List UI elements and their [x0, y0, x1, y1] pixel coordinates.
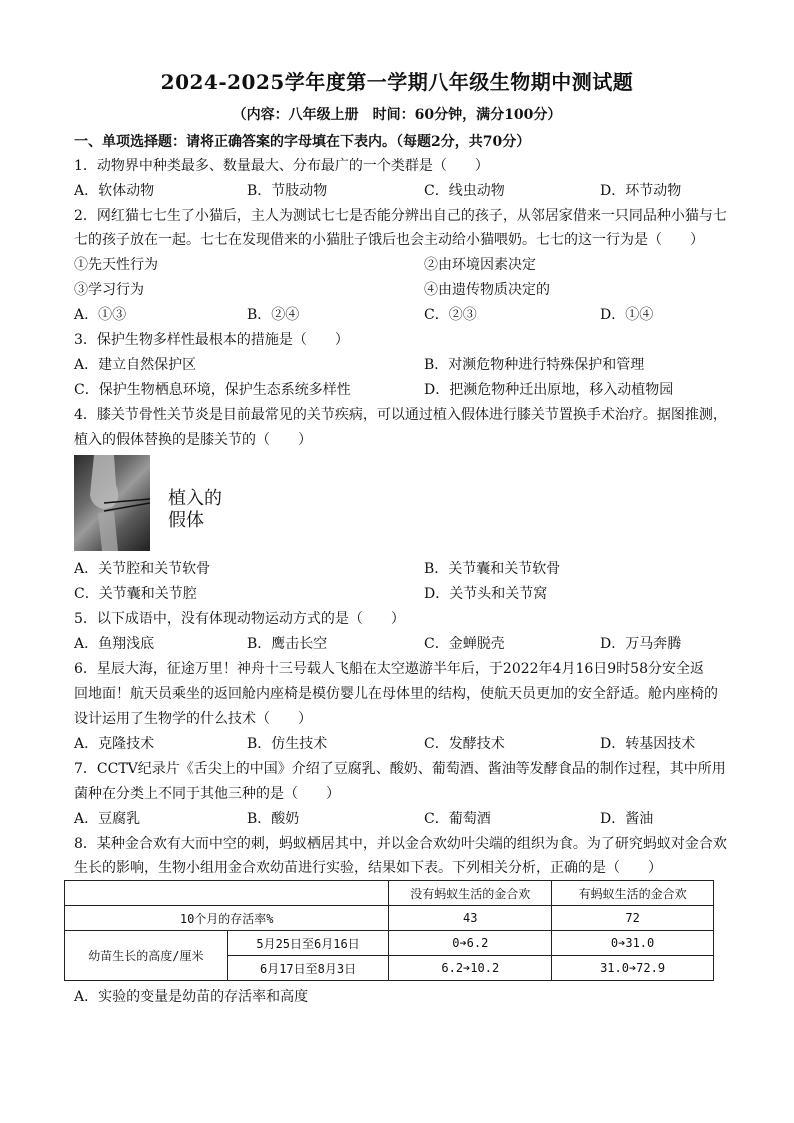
q1-option-b[interactable]: B．节肢动物	[247, 183, 328, 199]
q5-option-b[interactable]: B．鹰击长空	[247, 636, 328, 652]
q1-option-c[interactable]: C．线虫动物	[424, 183, 505, 199]
q5-option-c[interactable]: C．金蝉脱壳	[424, 636, 505, 652]
question-1-stem: 1．动物界中种类最多、数量最大、分布最广的一个类群是（ ）	[74, 158, 489, 174]
question-5-stem: 5．以下成语中，没有体现动物运动方式的是（ ）	[74, 611, 405, 627]
q2-option-c[interactable]: C．②③	[424, 307, 477, 323]
table-cell: 31.0➔72.9	[552, 956, 714, 981]
table-row-label: 10个月的存活率%	[65, 906, 389, 931]
q2-statement-3: ③学习行为	[74, 282, 144, 298]
question-6-stem-line: 设计运用了生物学的什么技术（ ）	[74, 711, 312, 727]
question-7-stem-line: 菌种在分类上不同于其他三种的是（ ）	[74, 786, 340, 802]
q7-option-c[interactable]: C．葡萄酒	[424, 811, 491, 827]
knee-xray-image	[74, 455, 150, 551]
table-row	[65, 906, 714, 931]
q2-statement-2: ②由环境因素决定	[424, 257, 536, 273]
experiment-table	[64, 880, 714, 981]
question-6-stem-line: 6．星辰大海，征途万里！神舟十三号载人飞船在太空遨游半年后，于2022年4月16日9时58分安全返	[74, 661, 704, 677]
page-subtitle: （内容：八年级上册 时间：60分钟，满分100分）	[232, 107, 562, 123]
q2-option-d[interactable]: D．①④	[600, 307, 654, 323]
section-heading: 一、单项选择题：请将正确答案的字母填在下表内。（每题2分，共70分）	[74, 134, 531, 150]
page-title: 2024-2025学年度第一学期八年级生物期中测试题	[160, 70, 634, 94]
q3-option-a[interactable]: A．建立自然保护区	[74, 357, 197, 373]
q2-statement-4: ④由遗传物质决定的	[424, 282, 550, 298]
q1-option-a[interactable]: A．软体动物	[74, 183, 155, 199]
table-row	[65, 931, 714, 956]
table-cell: 0➔6.2	[389, 931, 552, 956]
q7-option-a[interactable]: A．豆腐乳	[74, 811, 141, 827]
q7-option-d[interactable]: D．酱油	[600, 811, 654, 827]
table-col-header: 没有蚂蚁生活的金合欢	[389, 881, 552, 906]
knee-joint-drawing	[74, 455, 150, 551]
q3-option-c[interactable]: C．保护生物栖息环境，保护生态系统多样性	[74, 382, 351, 398]
question-6-stem-line: 回地面！航天员乘坐的返回舱内座椅是模仿婴儿在母体里的结构，使航天员更加的安全舒适。舱内座椅的	[74, 686, 718, 702]
question-2-stem-line: 2．网红猫七七生了小猫后，主人为测试七七是否能分辨出自己的孩子，从邻居家借来一只同品种小猫与七	[74, 208, 727, 224]
implant-label	[168, 488, 222, 532]
question-7-stem-line: 7．CCTV纪录片《舌尖上的中国》介绍了豆腐乳、酸奶、葡萄酒、酱油等发酵食品的制作过程，其中所用	[74, 761, 726, 777]
q2-statement-1: ①先天性行为	[74, 257, 158, 273]
q5-option-d[interactable]: D．万马奔腾	[600, 636, 682, 652]
table-cell: 0➔31.0	[552, 931, 714, 956]
implant-label-line: 植入的	[168, 488, 222, 509]
q6-option-a[interactable]: A．克隆技术	[74, 736, 155, 752]
question-2-stem-line: 七的孩子放在一起。七七在发现借来的小猫肚子饿后也会主动给小猫喂奶。七七的这一行为是（ ）	[74, 232, 704, 248]
q4-option-d[interactable]: D．关节头和关节窝	[424, 586, 548, 602]
question-3-stem: 3．保护生物多样性最根本的措施是（ ）	[74, 332, 349, 348]
table-row-label: 幼苗生长的高度/厘米	[65, 931, 228, 981]
table-cell: 43	[389, 906, 552, 931]
table-period-label: 5月25日至6月16日	[227, 931, 389, 956]
q6-option-d[interactable]: D．转基因技术	[600, 736, 696, 752]
q7-option-b[interactable]: B．酸奶	[247, 811, 300, 827]
q3-option-b[interactable]: B．对濒危物种进行特殊保护和管理	[424, 357, 645, 373]
q5-option-a[interactable]: A．鱼翔浅底	[74, 636, 155, 652]
question-4-stem-line: 4．膝关节骨性关节炎是目前最常见的关节疾病，可以通过植入假体进行膝关节置换手术治疗。据图推测，	[74, 407, 727, 423]
q4-option-c[interactable]: C．关节囊和关节腔	[74, 586, 197, 602]
table-col-header: 有蚂蚁生活的金合欢	[552, 881, 714, 906]
q3-option-d[interactable]: D．把濒危物种迁出原地，移入动植物园	[424, 382, 674, 398]
table-corner-cell	[65, 881, 389, 906]
q1-option-d[interactable]: D．环节动物	[600, 183, 682, 199]
q2-option-a[interactable]: A．①③	[74, 307, 127, 323]
table-period-label: 6月17日至8月3日	[227, 956, 389, 981]
implant-label-line: 假体	[168, 510, 204, 531]
table-header-row	[65, 881, 714, 906]
question-4-stem-line: 植入的假体替换的是膝关节的（ ）	[74, 432, 312, 448]
q4-option-b[interactable]: B．关节囊和关节软骨	[424, 561, 561, 577]
q8-option-a[interactable]: A．实验的变量是幼苗的存活率和高度	[74, 989, 309, 1005]
table-cell: 72	[552, 906, 714, 931]
q2-option-b[interactable]: B．②④	[247, 307, 300, 323]
q4-option-a[interactable]: A．关节腔和关节软骨	[74, 561, 211, 577]
question-8-stem-line: 8．某种金合欢有大而中空的刺，蚂蚁栖居其中，并以金合欢幼叶尖端的组织为食。为了研究蚂蚁对金合欢	[74, 836, 727, 852]
question-8-stem-line: 生长的影响，生物小组用金合欢幼苗进行实验，结果如下表。下列相关分析，正确的是（ ）	[74, 860, 662, 876]
q6-option-c[interactable]: C．发酵技术	[424, 736, 505, 752]
q6-option-b[interactable]: B．仿生技术	[247, 736, 328, 752]
table-cell: 6.2➔10.2	[389, 956, 552, 981]
